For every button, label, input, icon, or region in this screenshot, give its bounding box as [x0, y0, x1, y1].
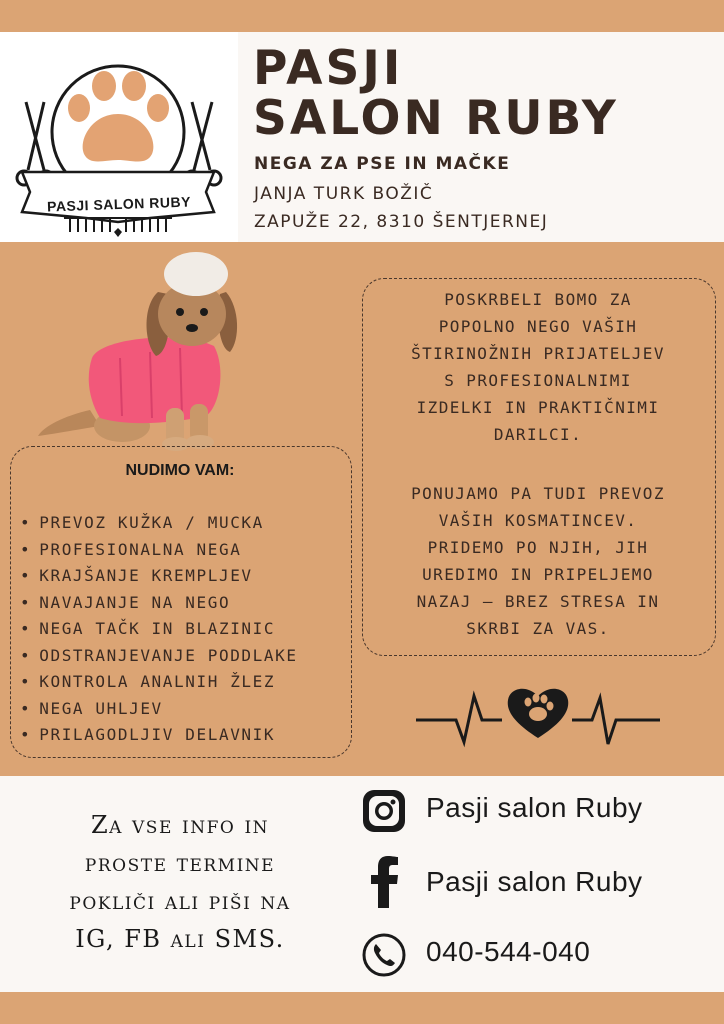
list-item: • NAVAJANJE NA NEGO [20, 590, 298, 617]
list-item: • NEGA TAČK IN BLAZINIC [20, 616, 298, 643]
dog-photo [30, 248, 260, 458]
title-line-1: PASJI [253, 41, 404, 96]
instagram-icon[interactable] [361, 788, 407, 834]
page-title [253, 41, 619, 146]
description-paragraph-2: PONUJAMO PA TUDI PREVOZ VAŠIH KOSMATINCEV. PRIDEMO PO NJIH, JIH UREDIMO IN PRIPELJEMO NAZAJ – BREZ STRESA IN SKRBI ZA VAS. [411, 484, 665, 638]
offer-list [20, 510, 298, 749]
list-item: • PRILAGODLJIV DELAVNIK [20, 722, 298, 749]
list-item: • KRAJŠANJE KREMPLJEV [20, 563, 298, 590]
list-item: • NEGA UHLJEV [20, 696, 298, 723]
title-line-2: SALON RUBY [253, 91, 619, 146]
list-item: • PREVOZ KUŽKA / MUCKA [20, 510, 298, 537]
offer-title: NUDIMO VAM: [125, 462, 235, 479]
phone-icon[interactable] [361, 932, 407, 978]
phone-number[interactable]: 040-544-040 [426, 936, 591, 967]
list-item: • ODSTRANJEVANJE PODDLAKE [20, 643, 298, 670]
list-item: • PROFESIONALNA NEGA [20, 537, 298, 564]
subtitle: NEGA ZA PSE IN MAČKE [254, 154, 511, 174]
contact-info-text: Za vse info in proste termine pokliči ali piši na IG, FB ali SMS. [69, 811, 291, 953]
facebook-handle[interactable]: Pasji salon Ruby [426, 866, 643, 897]
logo-text: PASJI SALON RUBY [46, 193, 192, 215]
address: ZAPUŽE 22, 8310 ŠENTJERNEJ [254, 212, 549, 232]
description-paragraph-1: POSKRBELI BOMO ZA POPOLNO NEGO VAŠIH ŠTIRINOŽNIH PRIJATELJEV S PROFESIONALNIMI IZDELKI IN PRAKTIČNIMI DARILCI. [411, 290, 665, 444]
owner-name: JANJA TURK BOŽIČ [254, 184, 434, 204]
instagram-handle[interactable]: Pasji salon Ruby [426, 792, 643, 823]
facebook-icon[interactable] [370, 856, 400, 908]
heartbeat-paw-icon [416, 680, 660, 750]
list-item: • KONTROLA ANALNIH ŽLEZ [20, 669, 298, 696]
salon-logo [0, 32, 238, 242]
